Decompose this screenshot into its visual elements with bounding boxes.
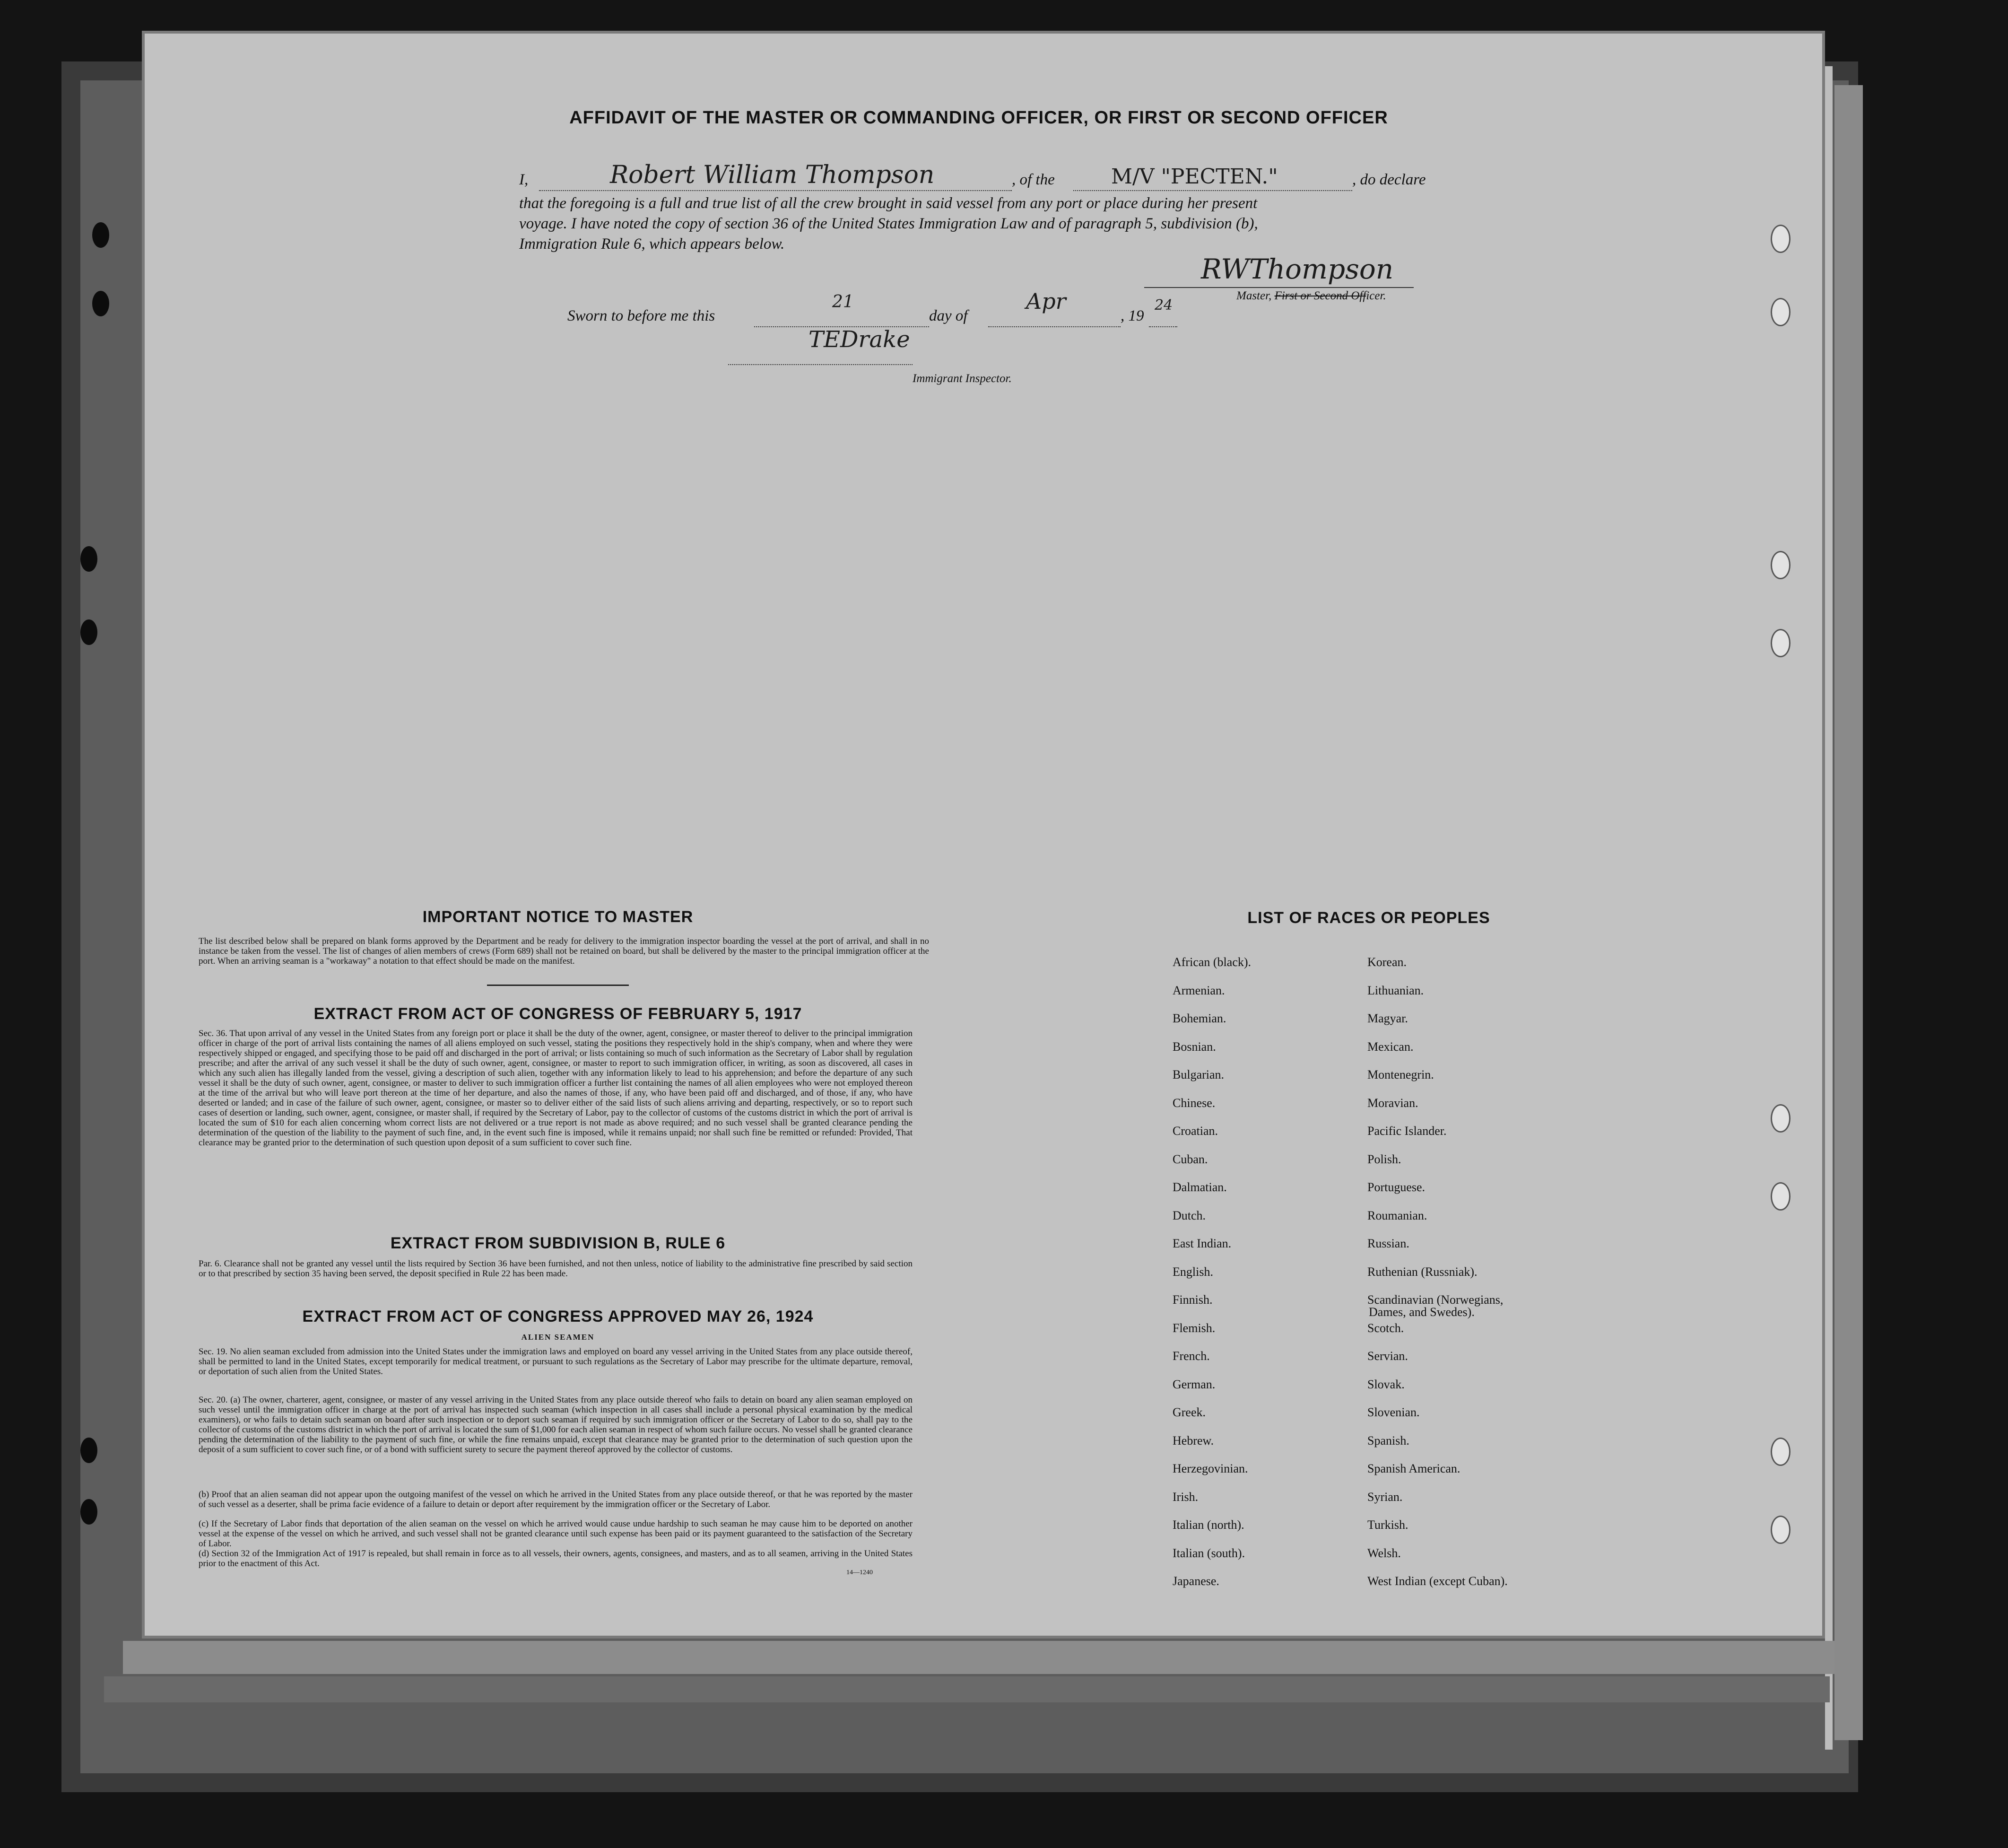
race-item: German. [1173,1377,1216,1391]
binder-hole [1771,298,1791,326]
page-stack-bottom-edge-lower [104,1676,1830,1702]
race-item: Finnish. [1173,1293,1213,1307]
binder-hole [1771,551,1791,579]
binder-hole [1771,629,1791,657]
races-title: LIST OF RACES OR PEOPLES [1247,909,1490,927]
race-item: Portuguese. [1367,1180,1426,1194]
race-item: Slovenian. [1367,1405,1420,1419]
extract-1924-sec20b: (b) Proof that an alien seaman did not appear upon the outgoing manifest of the vessel on which he arrived in the United States from any place outside thereof, or that he was reported by the master of such vessel as a deserter, shall be prima facie evidence of a failure to detain or deport after requirement by the immigration officer or the Secretary of Labor. [199,1490,913,1509]
master-title-struck: First or Second Off [1274,289,1366,302]
divider [487,985,629,986]
page-stack-edge [1834,85,1863,1740]
binder-hole [1771,1104,1791,1133]
extract-1924-sec20d: (d) Section 32 of the Immigration Act of 1917 is repealed, but shall remain in force as to all vessels, their owners, agents, consignees, and masters, and as to all seamen, arriving in the United States prior to the enactment of this Act. [199,1549,913,1569]
vessel-name: M/V "PECTEN." [1111,165,1278,189]
race-item: Polish. [1367,1152,1401,1166]
race-item: East Indian. [1173,1237,1232,1250]
race-item: Dalmatian. [1173,1180,1227,1194]
affidavit-text-line: Immigration Rule 6, which appears below. [519,235,785,253]
year-line [1149,325,1177,327]
binder-hole [80,1499,97,1525]
race-item: Hebrew. [1173,1433,1214,1447]
race-item: Italian (south). [1173,1546,1245,1560]
sworn-month-line [988,325,1121,327]
binder-hole [92,222,109,248]
race-item: Welsh. [1367,1546,1401,1560]
race-item: Bulgarian. [1173,1068,1225,1081]
extract-rule6-title: EXTRACT FROM SUBDIVISION B, RULE 6 [390,1234,726,1252]
race-item: Croatian. [1173,1124,1218,1138]
binder-hole [1771,1182,1791,1211]
page-stack-strip [1825,66,1833,1750]
race-item: Bosnian. [1173,1039,1216,1054]
race-item: West Indian (except Cuban). [1367,1574,1508,1588]
vessel-name-line [1073,189,1352,191]
race-item: Servian. [1367,1349,1408,1363]
binder-hole [80,546,97,572]
master-title-prefix: Master, [1236,289,1275,302]
binder-hole [80,1438,97,1463]
race-item: Moravian. [1367,1096,1418,1110]
race-item: Magyar. [1367,1011,1408,1025]
race-item: Flemish. [1173,1321,1216,1335]
inspector-signature: TEDrake [808,326,910,353]
inspector-signature-line [728,363,913,365]
extract-1924-subtitle: ALIEN SEAMEN [521,1333,595,1342]
race-item: Chinese. [1173,1096,1216,1110]
race-item: Bohemian. [1173,1011,1226,1025]
inspector-label: Immigrant Inspector. [913,372,1012,385]
race-item: Pacific Islander. [1367,1124,1447,1138]
of-the-label: , of the [1012,171,1055,188]
binder-hole [1771,1438,1791,1466]
affidavit-text-line: that the foregoing is a full and true list of all the crew brought in said vessel from any port or place during her present [519,195,1258,212]
binder-hole [1771,225,1791,253]
race-item: English. [1173,1264,1213,1279]
master-title-suffix: icer. [1366,289,1386,302]
sworn-year: 24 [1155,297,1173,314]
form-number: 14—1240 [846,1569,873,1576]
race-item: Armenian. [1173,983,1225,997]
extract-1924-sec20c: (c) If the Secretary of Labor finds that deportation of the alien seaman on the vessel on which he arrived would cause undue hardship to such seaman he may cause him to be deported on another vessel at the expense of the vessel on which he arrived, and such vessel shall not be granted clearance until such expense has been paid or its payment guaranteed to the satisfaction of the Secretary of Labor. [199,1519,913,1549]
race-item: French. [1173,1349,1210,1363]
extract-rule6-text: Par. 6. Clearance shall not be granted any vessel until the lists required by Section 36 have been furnished, and not then unless, notice of liability to the administrative fine prescribed by said section or to that prescribed by section 35 having been served, the deposit specified in Rule 22 has been made. [199,1259,913,1279]
extract-1924-sec20a: Sec. 20. (a) The owner, charterer, agent, consignee, or master of any vessel arriving in the United States from any place outside thereof who fails to detain on board any alien seaman employed on such vessel until the immigration officer in charge at the port of arrival has inspected such seaman (which inspection in all cases shall include a personal physical examination by the medical examiners), or who fails to detain such seaman on board after such inspection or to deport such seaman if required by such immigration officer or the Secretary of Labor to do so, shall pay to the collector of customs of the customs district in which the port of arrival is located the sum of $1,000 for each alien seaman in respect of whom such failure occurs. No vessel shall be granted clearance pending the determination of the liability to the payment of such fine, or while the fine remains unpaid, except that clearance may be granted prior to the determination of such question upon the deposit of a sum sufficient to cover such fine, or of a bond with sufficient surety to secure the payment thereof approved by the collector of customs. [199,1395,913,1455]
race-item: Mexican. [1367,1039,1414,1054]
race-item: Spanish American. [1367,1462,1460,1475]
race-item: Scotch. [1367,1321,1404,1335]
extract-1917-text: Sec. 36. That upon arrival of any vessel in the United States from any foreign port or place it shall be the duty of the owner, agent, consignee, or master thereof to deliver to the principal immigration officer in charge of the port of arrival lists containing the names of all aliens employed on such vessel, stating the positions they respectively hold in the ship's company, when and where they were respectively shipped or engaged, and specifying those to be paid off and discharged in the port of arrival; or lists containing so much of such information as the Secretary of Labor shall by regulation prescribe; and after the arrival of any such vessel it shall be the duty of such owner, agent, consignee, or master to report to such immigration officer, in writing, as soon as discovered, all cases in which any such alien has illegally landed from the vessel, giving a description of such alien, together with any information likely to lead to his apprehension; and before the departure of any such vessel it shall be the duty of such owner, agent, consignee, or master to deliver to such immigration officer a further list containing the names of all alien employees who were not employed thereon at the time of the arrival but who will leave port thereon at the time of her departure, and also the names of those, if any, who have been paid off and discharged, and of those, if any, who have deserted or landed; and in case of the failure of such owner, agent, consignee, or master so to deliver either of the said lists of such aliens arriving and departing, respectively, or so to report such cases of desertion or landing, such owner, agent, consignee, or master shall, if required by the Secretary of Labor, pay to the collector of customs of the customs district in which the port of arrival is located the sum of $10 for each alien concerning whom correct lists are not delivered or a true report is not made as above required; and no such vessel shall be granted clearance pending the determination of the question of the liability to the payment of such fine, and, in the event such fine is imposed, while it remains unpaid; nor shall such fine be remitted or refunded: Provided, That clearance may be granted prior to the determination of such question upon deposit of a sum sufficient to cover such fine. [199,1029,913,1148]
race-item: Italian (north). [1173,1518,1244,1532]
race-item: Roumanian. [1367,1208,1427,1222]
race-item: Ruthenian (Russniak). [1367,1264,1478,1279]
sworn-label: Sworn to before me this [567,307,715,324]
race-item: Cuban. [1173,1152,1208,1166]
race-item: Irish. [1173,1490,1199,1504]
race-item: Dutch. [1173,1208,1206,1222]
binder-hole [92,291,109,316]
extract-1917-title: EXTRACT FROM ACT OF CONGRESS OF FEBRUARY 5, 1917 [313,1005,802,1023]
do-declare-label: , do declare [1352,171,1426,188]
race-item: Russian. [1367,1237,1409,1250]
master-signature-line [1144,286,1414,288]
officer-name-line [539,189,1012,191]
master-title [1236,289,1386,303]
year-prefix: , 19 [1121,307,1144,324]
race-item: Syrian. [1367,1490,1403,1504]
race-item: Slovak. [1367,1377,1405,1391]
race-item: Korean. [1367,955,1407,969]
master-signature: RWThompson [1201,253,1394,285]
race-item: Scandinavian (Norwegians, [1367,1293,1504,1307]
officer-name-handwritten: Robert William Thompson [610,161,935,189]
notice-text: The list described below shall be prepared on blank forms approved by the Department and be ready for delivery to the immigration inspector boarding the vessel at the port of arrival, and shall in no instance be taken from the vessel. The list of changes of alien members of crews (Form 689) shall not be retained on board, but shall be delivered by the master to the principal immigration officer at the port. When an arriving seaman is a "workaway" a notation to that effect should be made on the manifest. [199,936,929,966]
day-of-label: day of [929,307,968,324]
notice-title: IMPORTANT NOTICE TO MASTER [422,908,694,926]
sworn-day: 21 [832,292,854,312]
binder-hole [80,619,97,645]
race-item: Turkish. [1367,1518,1408,1532]
race-item: Lithuanian. [1367,983,1424,997]
race-item: Montenegrin. [1367,1068,1434,1081]
race-item: Greek. [1173,1405,1206,1419]
race-item: Spanish. [1367,1433,1409,1447]
sworn-month: Apr [1026,288,1066,314]
race-item: Herzegovinian. [1173,1462,1248,1475]
page-stack-bottom-edge [123,1641,1834,1674]
extract-1924-title: EXTRACT FROM ACT OF CONGRESS APPROVED MAY 26, 1924 [302,1308,814,1325]
affidavit-title: AFFIDAVIT OF THE MASTER OR COMMANDING OFFICER, OR FIRST OR SECOND OFFICER [569,108,1388,128]
race-item: Japanese. [1173,1574,1219,1588]
i-label: I, [519,171,529,188]
race-item: Dames, and Swedes). [1369,1305,1475,1319]
extract-1924-sec19: Sec. 19. No alien seaman excluded from admission into the United States under the immigration laws and employed on board any vessel arriving in the United States from any place outside thereof, shall be permitted to land in the United States, except temporarily for medical treatment, or pursuant to such regulations as the Secretary of Labor may prescribe for the ultimate departure, removal, or deportation of such alien from the United States. [199,1347,913,1377]
affidavit-text-line: voyage. I have noted the copy of section 36 of the United States Immigration Law and of paragraph 5, subdivision (b), [519,215,1258,232]
binder-hole [1771,1516,1791,1544]
race-item: African (black). [1173,955,1252,969]
